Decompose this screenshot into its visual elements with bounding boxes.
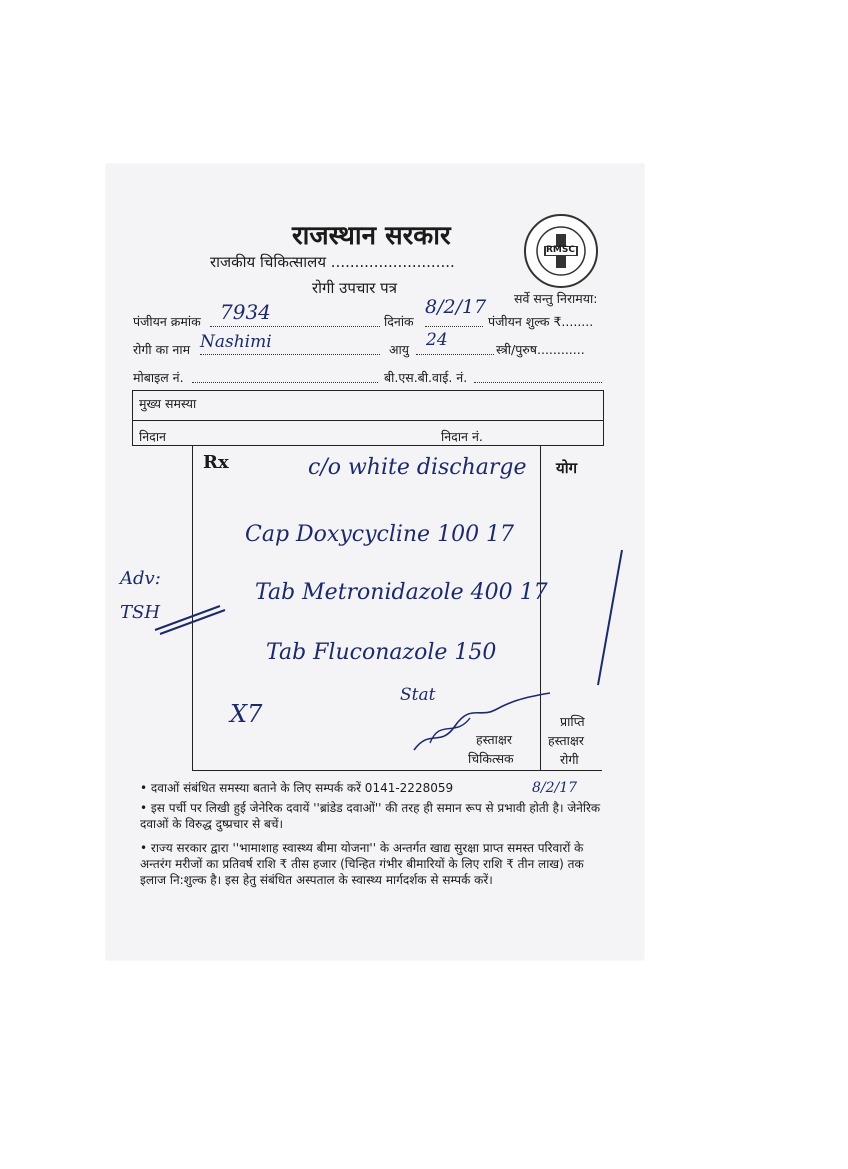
handwritten-date: 8/2/17 [532, 780, 578, 796]
complaint-box [132, 390, 604, 446]
reg-no-label: पंजीयन क्रमांक [133, 314, 201, 329]
duration-x7: X7 [230, 700, 263, 728]
stat-note: Stat [400, 685, 436, 705]
name-value: Nashimi [200, 332, 272, 352]
motto: सर्वे सन्तु निरामया: [514, 291, 598, 306]
name-label: रोगी का नाम [133, 342, 191, 357]
received-label-3: रोगी [560, 752, 579, 767]
note-2 [140, 800, 606, 832]
reg-no-line [210, 325, 380, 327]
advice-note: Adv: TSH [120, 568, 161, 623]
bsby-line [474, 381, 602, 383]
name-line [200, 353, 380, 355]
advice-scribble [150, 600, 230, 640]
rx-line-1: c/o white discharge [308, 455, 527, 480]
fee-label: पंजीयन शुल्क ₹........ [488, 314, 594, 329]
gender-label: स्त्री/पुरुष............ [496, 342, 585, 357]
hospital-name: राजकीय चिकित्सालय .......................... [210, 253, 455, 271]
main-complaint-label: मुख्य समस्या [139, 396, 197, 411]
mobile-label: मोबाइल नं. [133, 370, 184, 385]
rx-label: Rx [203, 452, 229, 473]
note-1-text: दवाओं संबंधित समस्या बताने के लिए सम्पर्क करें 0141-2228059 [150, 781, 454, 795]
date-value: 8/2/17 [425, 296, 487, 318]
reg-no-value: 7934 [220, 300, 271, 324]
age-line [416, 353, 494, 355]
age-value: 24 [426, 330, 448, 350]
bullet-icon: • [140, 781, 148, 795]
doctor-sign-label-2: चिकित्सक [468, 751, 514, 766]
vertical-pen-line [590, 545, 630, 695]
rx-line-2: Cap Doxycycline 100 17 [245, 522, 515, 547]
note-1 [140, 780, 606, 796]
bullet-icon: • [140, 801, 148, 815]
rmsc-logo [524, 214, 598, 288]
note-3 [140, 840, 606, 888]
doctor-sign-label-1: हस्ताक्षर [476, 732, 512, 747]
form-name: रोगी उपचार पत्र [312, 279, 397, 297]
complaint-divider [133, 420, 604, 421]
date-line [425, 325, 483, 327]
received-label-2: हस्ताक्षर [548, 733, 584, 748]
date-label: दिनांक [384, 314, 414, 329]
diagnosis-label: निदान [139, 429, 166, 444]
bullet-icon: • [140, 841, 148, 855]
age-label: आयु [389, 342, 410, 357]
mobile-line [192, 381, 378, 383]
received-label-1: प्राप्ति [560, 714, 585, 729]
page-title: राजस्थान सरकार [292, 221, 451, 251]
note-3-text: राज्य सरकार द्वारा ''भामाशाह स्वास्थ्य बीमा योजना'' के अन्तर्गत खाद्य सुरक्षा प्राप्त समस्त परिवारों के अन्तरंग मरीजों का प्रतिवर्ष राशि ₹ तीस हजार (चिन्हित गंभीर बीमारियों के लिए राशि ₹ तीन लाख) तक इलाज नि:शुल्क है। इस हेतु संबंधित अस्पताल के स्वास्थ्य मार्गदर्शक से सम्पर्क करें। [140, 841, 584, 887]
rx-line-4: Tab Fluconazole 150 [266, 640, 497, 665]
rx-line-3: Tab Metronidazole 400 17 [255, 580, 548, 605]
logo-text: RMSC [546, 245, 575, 255]
diagnosis-no-label: निदान नं. [441, 429, 483, 444]
note-2-text: इस पर्ची पर लिखी हुई जेनेरिक दवायें ''ब्रांडेड दवाओं'' की तरह ही समान रूप से प्रभावी होती है। जेनेरिक दवाओं के विरुद्ध दुष्प्रचार से बचें। [140, 801, 601, 831]
total-label: योग [556, 459, 578, 477]
bsby-label: बी.एस.बी.वाई. नं. [384, 370, 468, 385]
